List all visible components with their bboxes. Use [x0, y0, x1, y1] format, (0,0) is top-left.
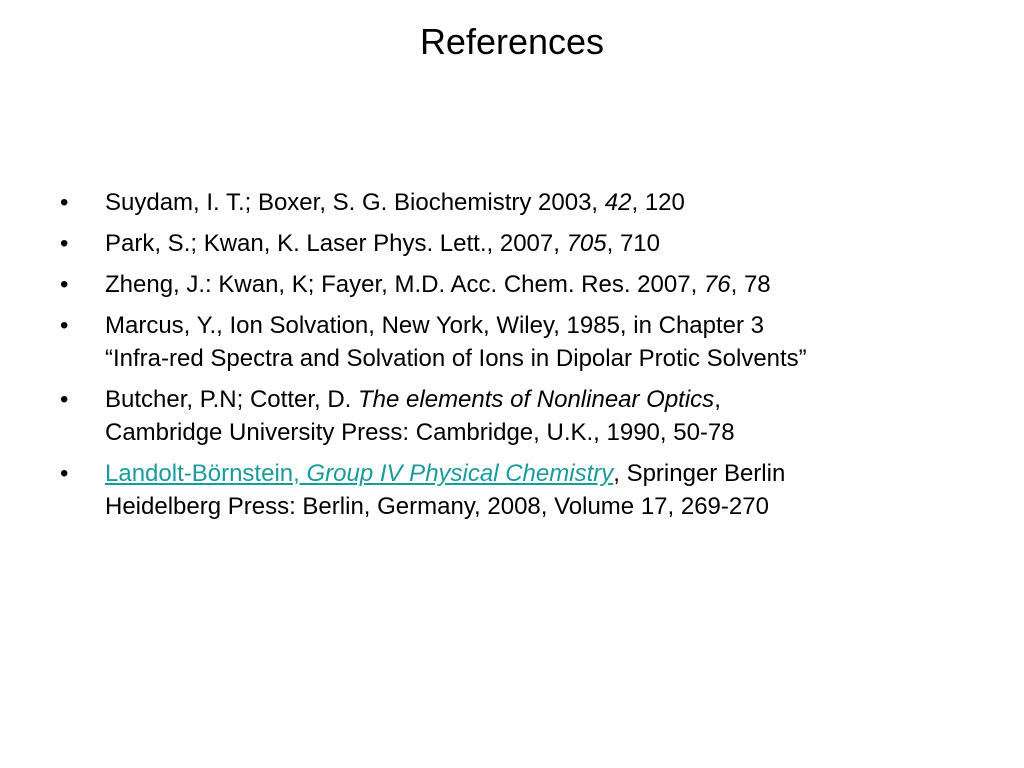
- reference-text: Marcus, Y., Ion Solvation, New York, Wiley, 1985, in Chapter 3: [105, 312, 765, 339]
- reference-punctuation: ,: [714, 386, 721, 413]
- reference-link-title: Group IV Physical Chemistry: [306, 460, 614, 487]
- page-number: , 78: [730, 271, 771, 298]
- reference-item: [56, 186, 986, 219]
- reference-item: [56, 227, 986, 260]
- volume-number: 42: [604, 189, 632, 216]
- bullet-icon: •: [60, 230, 69, 257]
- bullet-icon: •: [60, 386, 69, 413]
- bullet-icon: •: [60, 312, 69, 339]
- slide-title: References: [419, 21, 605, 62]
- book-title: The elements of Nonlinear Optics: [358, 386, 715, 413]
- reference-text-continued: Heidelberg Press: Berlin, Germany, 2008, Volume 17, 269-270: [105, 493, 769, 520]
- reference-link-text: Landolt-Börnstein,: [105, 460, 307, 487]
- reference-text: Suydam, I. T.; Boxer, S. G. Biochemistry 2003,: [105, 189, 605, 216]
- reference-text-continued: “Infra-red Spectra and Solvation of Ions in Dipolar Protic Solvents”: [105, 345, 807, 372]
- reference-text-continued: Cambridge University Press: Cambridge, U.K., 1990, 50-78: [105, 419, 735, 446]
- reference-text: Park, S.; Kwan, K. Laser Phys. Lett., 2007,: [105, 230, 567, 257]
- reference-list: [56, 186, 986, 531]
- volume-number: 705: [566, 230, 607, 257]
- reference-item: [56, 457, 986, 523]
- reference-item: [56, 383, 986, 449]
- page-number: , 120: [631, 189, 685, 216]
- reference-link[interactable]: [105, 460, 613, 487]
- reference-item: [56, 268, 986, 301]
- bullet-icon: •: [60, 460, 69, 487]
- bullet-icon: •: [60, 271, 69, 298]
- reference-text: Butcher, P.N; Cotter, D.: [105, 386, 359, 413]
- page-number: , 710: [606, 230, 661, 257]
- reference-text: , Springer Berlin: [613, 460, 786, 487]
- bullet-icon: •: [60, 189, 69, 216]
- volume-number: 76: [703, 271, 731, 298]
- reference-item: [56, 309, 986, 375]
- reference-text: Zheng, J.: Kwan, K; Fayer, M.D. Acc. Chem. Res. 2007,: [105, 271, 704, 298]
